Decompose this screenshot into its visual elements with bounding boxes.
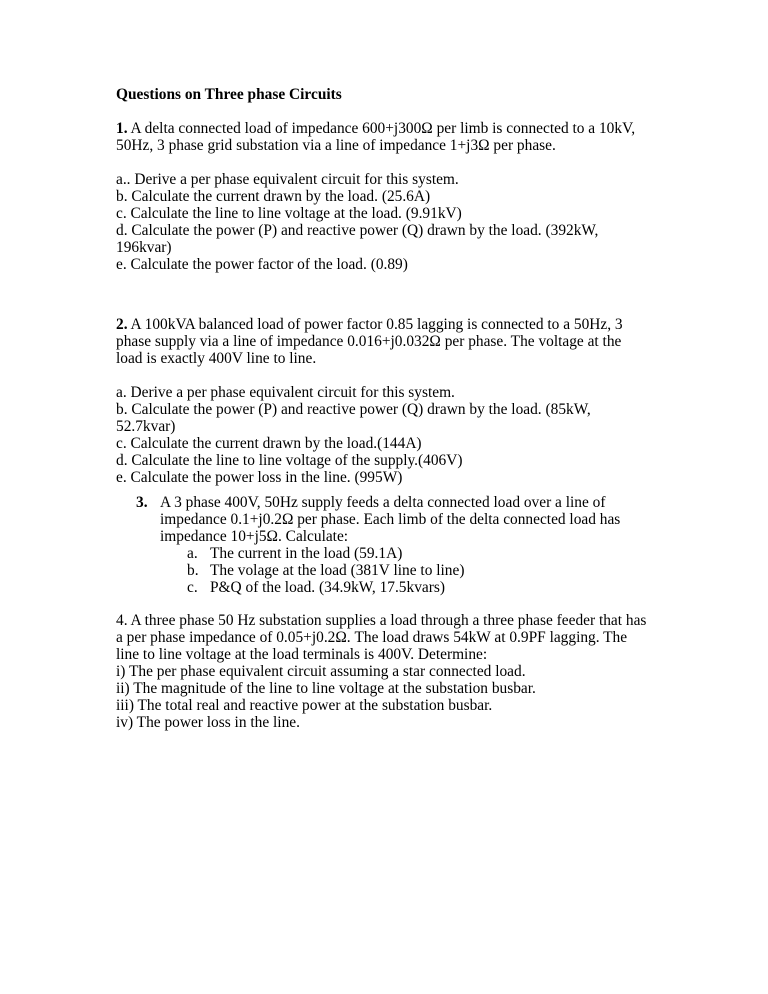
question-1-item-c: c. Calculate the line to line voltage at the load. (9.91kV)	[116, 205, 462, 222]
question-1-line-2: 50Hz, 3 phase grid substation via a line of impedance 1+j3Ω per phase.	[116, 137, 556, 154]
question-4-item-iii: iii) The total real and reactive power at the substation busbar.	[116, 697, 493, 714]
question-4-line-2: a per phase impedance of 0.05+j0.2Ω. The load draws 54kW at 0.9PF lagging. The	[116, 629, 628, 646]
question-1-item-e: e. Calculate the power factor of the load. (0.89)	[116, 256, 408, 273]
question-4-line-3: line to line voltage at the load terminals is 400V. Determine:	[116, 646, 488, 663]
question-1-text-1: A delta connected load of impedance 600+j300Ω per limb is connected to a 10kV,	[127, 120, 636, 137]
question-4-item-ii: ii) The magnitude of the line to line voltage at the substation busbar.	[116, 680, 536, 697]
question-3-line-1: A 3 phase 400V, 50Hz supply feeds a delta connected load over a line of	[160, 494, 606, 511]
question-4-item-i: i) The per phase equivalent circuit assuming a star connected load.	[116, 663, 526, 680]
question-2-item-b-cont: 52.7kvar)	[116, 418, 176, 435]
question-3-item-a-text: The current in the load (59.1A)	[210, 545, 403, 562]
question-3-item-b-text: The volage at the load (381V line to line)	[210, 562, 465, 579]
question-2-item-b: b. Calculate the power (P) and reactive power (Q) drawn by the load. (85kW,	[116, 401, 591, 418]
question-2-line-3: load is exactly 400V line to line.	[116, 350, 317, 367]
question-3-item-c-text: P&Q of the load. (34.9kW, 17.5kvars)	[210, 579, 445, 596]
question-1-item-d-cont: 196kvar)	[116, 239, 172, 256]
question-2-line-2: phase supply via a line of impedance 0.016+j0.032Ω per phase. The voltage at the	[116, 333, 622, 350]
question-3-line-2: impedance 0.1+j0.2Ω per phase. Each limb of the delta connected load has	[160, 511, 621, 528]
question-3-intro	[136, 494, 666, 545]
question-1-items	[116, 171, 661, 273]
question-3-line-3: impedance 10+j5Ω. Calculate:	[160, 528, 349, 545]
question-1-item-b: b. Calculate the current drawn by the load. (25.6A)	[116, 188, 431, 205]
question-2-line-1	[116, 316, 661, 333]
question-4-line-1: 4. A three phase 50 Hz substation supplies a load through a three phase feeder that has	[116, 612, 647, 629]
question-3-item-b	[136, 562, 666, 579]
question-1-intro	[116, 120, 661, 154]
question-1-item-a: a.. Derive a per phase equivalent circuit for this system.	[116, 171, 459, 188]
question-4	[116, 612, 661, 731]
question-3	[136, 494, 666, 596]
question-3-item-b-letter: b.	[187, 562, 199, 579]
question-3-item-c	[136, 579, 666, 596]
question-2-item-a: a. Derive a per phase equivalent circuit for this system.	[116, 384, 455, 401]
question-3-item-a-letter: a.	[187, 545, 198, 562]
question-2-item-c: c. Calculate the current drawn by the load.(144A)	[116, 435, 422, 452]
question-1-item-d: d. Calculate the power (P) and reactive power (Q) drawn by the load. (392kW,	[116, 222, 599, 239]
question-2-items	[116, 384, 661, 486]
question-1-line-1	[116, 120, 661, 137]
question-3-number: 3.	[136, 494, 148, 511]
document-title: Questions on Three phase Circuits	[116, 86, 342, 103]
question-2-item-e: e. Calculate the power loss in the line. (995W)	[116, 469, 403, 486]
question-2-number: 2.	[116, 316, 128, 333]
question-3-item-c-letter: c.	[187, 579, 198, 596]
question-2-intro	[116, 316, 661, 367]
question-4-item-iv: iv) The power loss in the line.	[116, 714, 300, 731]
question-2-text-1: A 100kVA balanced load of power factor 0.85 lagging is connected to a 50Hz, 3	[127, 316, 623, 333]
question-2-item-d: d. Calculate the line to line voltage of the supply.(406V)	[116, 452, 463, 469]
question-1-number: 1.	[116, 120, 128, 137]
question-3-item-a	[136, 545, 666, 562]
